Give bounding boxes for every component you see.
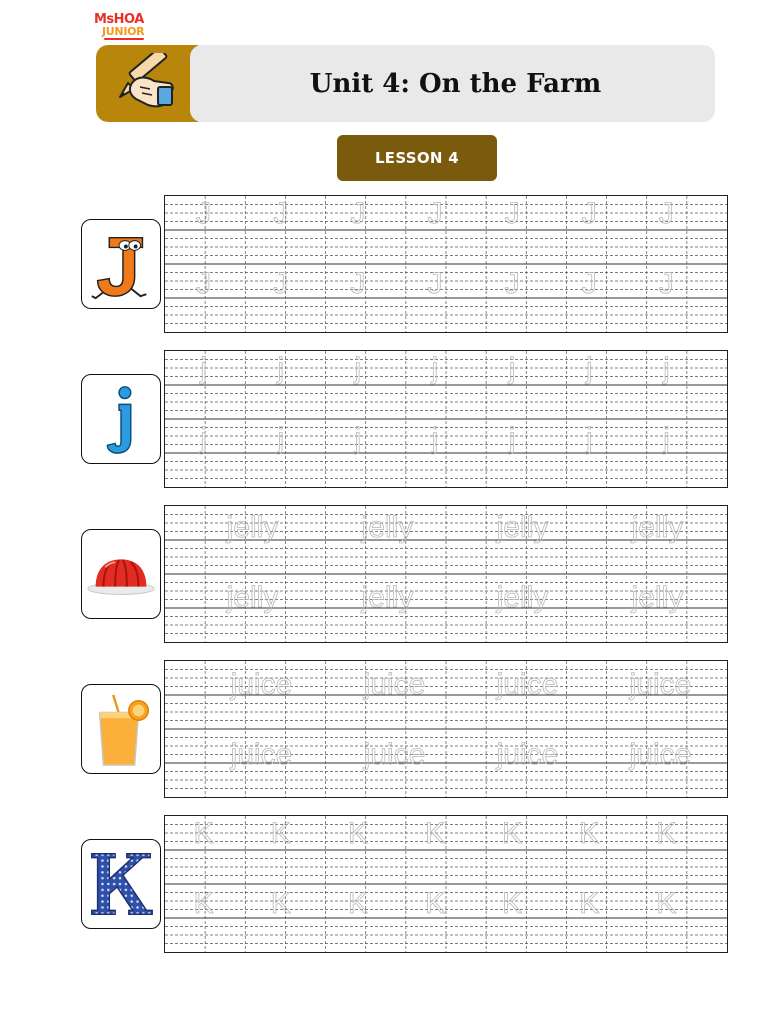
tracing-grid[interactable]: [164, 195, 728, 333]
trace-glyph: j: [277, 353, 285, 385]
trace-row: [165, 353, 727, 385]
trace-glyph: jelly: [631, 582, 684, 614]
trace-glyph: K: [579, 888, 600, 920]
trace-glyph: juice: [629, 669, 692, 701]
trace-glyph: jelly: [496, 582, 549, 614]
tracing-grid[interactable]: [164, 505, 728, 643]
trace-glyph: J: [658, 268, 674, 300]
logo-underline: [104, 38, 144, 40]
logo-line2: JUNIOR: [102, 25, 145, 38]
trace-glyph: J: [196, 268, 212, 300]
trace-glyph: J: [350, 198, 366, 230]
trace-glyph: K: [502, 818, 523, 850]
trace-row: [165, 512, 727, 544]
trace-glyph: jelly: [361, 512, 414, 544]
trace-glyph: J: [273, 198, 289, 230]
trace-glyph: j: [200, 353, 207, 385]
trace-glyph: juice: [496, 669, 559, 701]
trace-glyph: K: [656, 818, 677, 850]
trace-row: [165, 582, 727, 614]
trace-glyph: J: [581, 198, 597, 230]
lowercase-j-icon: [81, 374, 161, 464]
trace-row: [165, 423, 727, 455]
trace-glyph: j: [663, 423, 670, 455]
practice-section-lowercase-j: [0, 350, 768, 490]
trace-glyph: K: [424, 888, 445, 920]
practice-section-uppercase-k: [0, 815, 768, 955]
trace-glyph: j: [431, 353, 439, 385]
trace-glyph: K: [347, 818, 368, 850]
trace-row: [165, 888, 727, 920]
practice-section-juice: [0, 660, 768, 800]
trace-glyph: K: [656, 888, 677, 920]
trace-glyph: jelly: [361, 582, 414, 614]
trace-glyph: K: [502, 888, 523, 920]
trace-glyph: juice: [230, 669, 293, 701]
trace-glyph: K: [347, 888, 368, 920]
jelly-icon: [81, 529, 161, 619]
trace-glyph: j: [354, 423, 362, 455]
trace-glyph: juice: [363, 669, 426, 701]
trace-glyph: J: [196, 198, 212, 230]
trace-glyph: juice: [363, 739, 426, 771]
trace-glyph: K: [193, 818, 214, 850]
page-title: Unit 4: On the Farm: [309, 68, 602, 99]
trace-glyph: jelly: [496, 512, 549, 544]
trace-glyph: juice: [629, 739, 692, 771]
trace-glyph: J: [581, 268, 597, 300]
trace-glyph: juice: [230, 739, 293, 771]
trace-glyph: J: [427, 198, 443, 230]
trace-glyph: j: [585, 353, 593, 385]
trace-glyph: K: [424, 818, 445, 850]
trace-row: [165, 818, 727, 850]
tracing-grid[interactable]: [164, 660, 728, 798]
trace-glyph: j: [508, 423, 516, 455]
trace-glyph: j: [585, 423, 593, 455]
logo-line1: MsHOA: [94, 12, 144, 27]
trace-glyph: J: [350, 268, 366, 300]
trace-glyph: J: [658, 198, 674, 230]
lesson-badge: LESSON 4: [337, 135, 497, 181]
tracing-grid[interactable]: [164, 350, 728, 488]
trace-row: [165, 198, 727, 230]
trace-glyph: j: [200, 423, 207, 455]
trace-glyph: juice: [496, 739, 559, 771]
trace-glyph: K: [193, 888, 214, 920]
brand-logo: [94, 12, 158, 42]
practice-section-uppercase-j: [0, 195, 768, 335]
trace-glyph: jelly: [631, 512, 684, 544]
tracing-grid[interactable]: [164, 815, 728, 953]
uppercase-j-character-icon: [81, 219, 161, 309]
trace-glyph: j: [663, 353, 670, 385]
trace-glyph: j: [431, 423, 439, 455]
trace-glyph: K: [579, 818, 600, 850]
unit-banner: [96, 45, 715, 122]
trace-glyph: K: [270, 888, 291, 920]
juice-glass-icon: [81, 684, 161, 774]
trace-glyph: j: [277, 423, 285, 455]
pencil-hand-icon: [114, 53, 178, 113]
trace-glyph: J: [504, 198, 520, 230]
trace-row: [165, 268, 727, 300]
uppercase-k-icon: [81, 839, 161, 929]
trace-glyph: J: [504, 268, 520, 300]
trace-glyph: J: [427, 268, 443, 300]
trace-glyph: K: [270, 818, 291, 850]
trace-glyph: j: [508, 353, 516, 385]
trace-glyph: jelly: [226, 512, 279, 544]
trace-glyph: j: [354, 353, 362, 385]
trace-glyph: jelly: [226, 582, 279, 614]
trace-glyph: J: [273, 268, 289, 300]
trace-row: [165, 669, 727, 701]
practice-section-jelly: [0, 505, 768, 645]
trace-row: [165, 739, 727, 771]
